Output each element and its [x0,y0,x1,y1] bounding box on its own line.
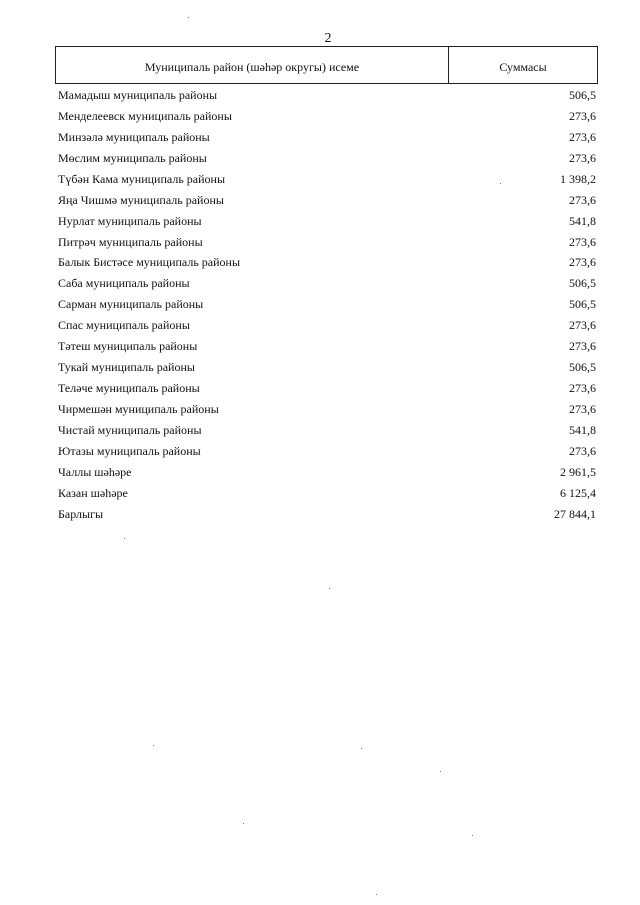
table-row [58,85,596,106]
row-name: Чаллы шәһәре [58,464,132,479]
table-row [58,127,596,148]
row-value: 273,6 [569,339,596,354]
row-name: Түбән Кама муниципаль районы [58,171,226,186]
table-row [58,190,596,211]
row-value: 506,5 [569,87,596,102]
row-name: Спас муниципаль районы [58,318,190,333]
table-row [58,441,596,462]
row-value: 273,6 [569,443,596,458]
row-value: 273,6 [569,234,596,249]
scan-speck [243,823,244,824]
scan-speck [188,17,189,18]
row-name: Казан шәһәре [58,485,128,500]
table-header [55,46,598,84]
row-name: Тукай муниципаль районы [58,360,195,375]
row-name: Саба муниципаль районы [58,276,190,291]
row-name: Тәтеш муниципаль районы [58,339,198,354]
table-row [58,273,596,294]
table-row [58,253,596,274]
scan-speck [376,894,377,895]
row-value: 273,6 [569,381,596,396]
row-value: 273,6 [569,192,596,207]
table-row [58,336,596,357]
header-name-column: Муниципаль район (шәһәр округы) исеме [56,47,449,83]
row-name: Барлыгы [58,506,104,521]
table-row [58,148,596,169]
row-value: 27 844,1 [554,506,596,521]
page-number: 2 [324,31,332,46]
table-row [58,483,596,504]
scan-speck [440,771,441,772]
row-value: 273,6 [569,129,596,144]
table-row [58,399,596,420]
table-row [58,357,596,378]
row-value: 506,5 [569,276,596,291]
table-row [58,462,596,483]
table-body [58,85,596,525]
row-value: 273,6 [569,402,596,417]
row-name: Сарман муниципаль районы [58,297,204,312]
row-name: Ютазы муниципаль районы [58,443,201,458]
row-value: 273,6 [569,150,596,165]
row-value: 1 398,2 [560,171,596,186]
row-name: Яңа Чишмә муниципаль районы [58,192,224,207]
row-value: 506,5 [569,297,596,312]
scan-speck [500,183,501,184]
row-value: 2 961,5 [560,464,596,479]
row-name: Балык Бистәсе муниципаль районы [58,255,241,270]
row-value: 541,8 [569,422,596,437]
table-row [58,315,596,336]
table-row [58,420,596,441]
header-sum-column: Суммасы [499,60,547,74]
table-row [58,294,596,315]
row-name: Мамадыш муниципаль районы [58,87,218,102]
row-name: Менделеевск муниципаль районы [58,108,232,123]
table-row [58,169,596,190]
table-row [58,232,596,253]
row-value: 541,8 [569,213,596,228]
row-name: Чистай муниципаль районы [58,422,202,437]
table-row [58,378,596,399]
row-value: 6 125,4 [560,485,596,500]
row-name: Мөслим муниципаль районы [58,150,207,165]
row-name: Питрәч муниципаль районы [58,234,203,249]
row-value: 273,6 [569,255,596,270]
row-value: 506,5 [569,360,596,375]
scan-speck [153,745,154,746]
row-value: 273,6 [569,108,596,123]
table-row [58,211,596,232]
scan-speck [361,748,362,749]
row-value: 273,6 [569,318,596,333]
table-row [58,106,596,127]
scan-speck [329,588,330,589]
row-name: Чирмешән муниципаль районы [58,402,219,417]
row-name: Теләче муниципаль районы [58,381,200,396]
table-row-total [58,504,596,525]
scan-speck [124,538,125,539]
row-name: Нурлат муниципаль районы [58,213,202,228]
row-name: Минзәлә муниципаль районы [58,129,210,144]
scan-speck [472,835,473,836]
